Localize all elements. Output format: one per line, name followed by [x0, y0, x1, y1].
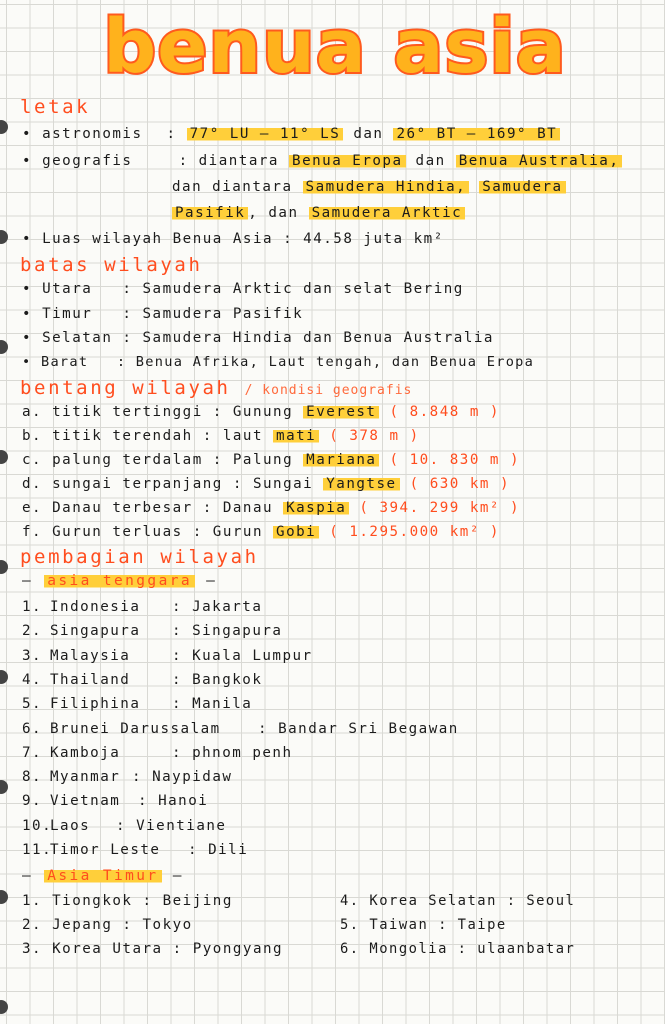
country-name: Thailand: [50, 671, 131, 688]
country-name: Laos: [50, 817, 91, 834]
batas-barat: • Barat : Benua Afrika, Laut tengah, dan Benua Eropa: [22, 354, 535, 370]
asia-timur-item: 6. Mongolia : ulaanbatar: [340, 941, 576, 957]
page-title: [10, 2, 660, 92]
binder-hole: [0, 340, 8, 354]
country-number: 6.: [22, 720, 43, 737]
bentang-label: d. sungai terpanjang : Sungai: [22, 476, 314, 492]
binder-hole: [0, 1000, 8, 1014]
geografis-mark: Pasifik: [172, 205, 248, 221]
bentang-heading-text: bentang wilayah: [20, 377, 231, 399]
bentang-item: [22, 428, 420, 444]
geografis-mark: Samudera Arktic: [309, 205, 466, 221]
country-number: 11.: [22, 842, 53, 858]
astronomis-latitude: 77° LU – 11° LS: [187, 126, 344, 142]
bentang-label: b. titik terendah : laut: [22, 428, 263, 444]
page-title-text: benua asia: [103, 4, 567, 90]
bentang-item: [22, 452, 520, 468]
geografis-label: • geografis: [22, 153, 133, 169]
country-number: 8.: [22, 769, 43, 786]
capital-name: : Vientiane: [116, 817, 227, 834]
heading-letak: letak: [20, 96, 91, 118]
bentang-mark: Mariana: [303, 452, 379, 468]
astronomis-longitude: 26° BT – 169° BT: [393, 126, 560, 142]
country-name: Vietnam: [50, 793, 121, 810]
bentang-item: [22, 524, 500, 540]
geografis-mark: Benua Eropa: [289, 153, 405, 169]
capital-name: : phnom penh: [172, 744, 293, 761]
binder-hole: [0, 560, 8, 574]
geografis-line-1: [22, 153, 622, 169]
luas-wilayah: • Luas wilayah Benua Asia : 44.58 juta km²: [22, 231, 444, 247]
geografis-line-2: [172, 179, 566, 195]
geografis-text: , dan: [248, 205, 299, 221]
binder-holes: [0, 0, 14, 1024]
geografis-mark: Samudera: [479, 179, 565, 195]
binder-hole: [0, 230, 8, 244]
astronomis-connector: dan: [353, 126, 384, 142]
country-name: Singapura: [50, 623, 141, 640]
bentang-item: [22, 500, 520, 516]
bentang-value: ( 378 m ): [329, 428, 420, 444]
country-number: 1.: [22, 599, 43, 615]
capital-name: : Manila: [172, 696, 253, 713]
geografis-text: dan: [415, 153, 446, 169]
heading-batas-wilayah: batas wilayah: [20, 254, 203, 276]
capital-name: : Dili: [188, 842, 249, 858]
bentang-label: f. Gurun terluas : Gurun: [22, 524, 263, 540]
heading-bentang-wilayah: [20, 377, 412, 399]
capital-name: : Bangkok: [172, 671, 263, 688]
asia-tenggara-label: asia tenggara: [44, 573, 195, 589]
binder-hole: [0, 780, 8, 794]
geografis-text: : diantara: [178, 153, 279, 169]
bentang-value: ( 630 km ): [409, 476, 511, 492]
bentang-mark: Kaspia: [283, 500, 349, 516]
country-name: Timor Leste: [50, 842, 161, 858]
bentang-label: a. titik tertinggi : Gunung: [22, 404, 294, 420]
country-name: Brunei Darussalam: [50, 720, 221, 737]
country-name: Myanmar: [50, 769, 121, 786]
bentang-label: c. palung terdalam : Palung: [22, 452, 294, 468]
country-name: Malaysia: [50, 647, 131, 664]
geografis-line-3: [172, 205, 465, 221]
country-number: 3.: [22, 647, 43, 664]
bentang-mark: mati: [273, 428, 319, 444]
asia-timur-item: 2. Jepang : Tokyo: [22, 917, 193, 933]
bentang-item: [22, 476, 510, 492]
batas-selatan: • Selatan : Samudera Hindia dan Benua Australia: [22, 330, 494, 346]
bentang-mark: Yangtse: [323, 476, 399, 492]
country-number: 5.: [22, 696, 43, 713]
binder-hole: [0, 450, 8, 464]
capital-name: : Bandar Sri Begawan: [258, 720, 459, 737]
asia-timur-item: 5. Taiwan : Taipe: [340, 917, 507, 933]
bentang-mark: Gobi: [273, 524, 319, 540]
subheading-asia-timur: – Asia Timur –: [22, 868, 184, 884]
asia-timur-item: 1. Tiongkok : Beijing: [22, 893, 233, 909]
subheading-asia-tenggara: – asia tenggara –: [22, 573, 218, 589]
country-name: Kamboja: [50, 744, 121, 761]
capital-name: : Naypidaw: [132, 769, 233, 786]
capital-name: : Hanoi: [138, 793, 209, 810]
asia-timur-item: 4. Korea Selatan : Seoul: [340, 893, 576, 909]
bentang-value: ( 10. 830 m ): [389, 452, 521, 468]
bentang-value: ( 8.848 m ): [389, 404, 500, 420]
capital-name: : Singapura: [172, 623, 283, 640]
country-name: Indonesia: [50, 599, 141, 615]
country-number: 10.: [22, 817, 53, 834]
bentang-item: [22, 404, 500, 420]
bentang-value: ( 394. 299 km² ): [359, 500, 521, 516]
binder-hole: [0, 120, 8, 134]
bentang-heading-sub: / kondisi geografis: [244, 383, 413, 398]
astronomis-line: • astronomis : 77° LU – 11° LS dan 26° BT – 169° BT: [22, 126, 560, 142]
batas-utara: • Utara : Samudera Arktic dan selat Bering: [22, 281, 464, 297]
binder-hole: [0, 890, 8, 904]
geografis-mark: Benua Australia,: [456, 153, 623, 169]
binder-hole: [0, 670, 8, 684]
bentang-value: ( 1.295.000 km² ): [329, 524, 500, 540]
astronomis-label: • astronomis: [22, 126, 143, 142]
country-number: 9.: [22, 793, 43, 810]
batas-timur: • Timur : Samudera Pasifik: [22, 306, 304, 322]
geografis-text: dan diantara: [172, 179, 293, 195]
country-number: 4.: [22, 671, 43, 688]
heading-pembagian-wilayah: pembagian wilayah: [20, 546, 259, 568]
geografis-mark: Samudera Hindia,: [303, 179, 470, 195]
asia-timur-label: Asia Timur: [44, 868, 161, 884]
capital-name: : Kuala Lumpur: [172, 647, 313, 664]
country-number: 2.: [22, 623, 43, 640]
country-number: 7.: [22, 744, 43, 761]
bentang-mark: Everest: [303, 404, 379, 420]
bentang-label: e. Danau terbesar : Danau: [22, 500, 274, 516]
asia-timur-item: 3. Korea Utara : Pyongyang: [22, 941, 284, 957]
capital-name: : Jakarta: [172, 599, 263, 615]
country-name: Filiphina: [50, 696, 141, 713]
